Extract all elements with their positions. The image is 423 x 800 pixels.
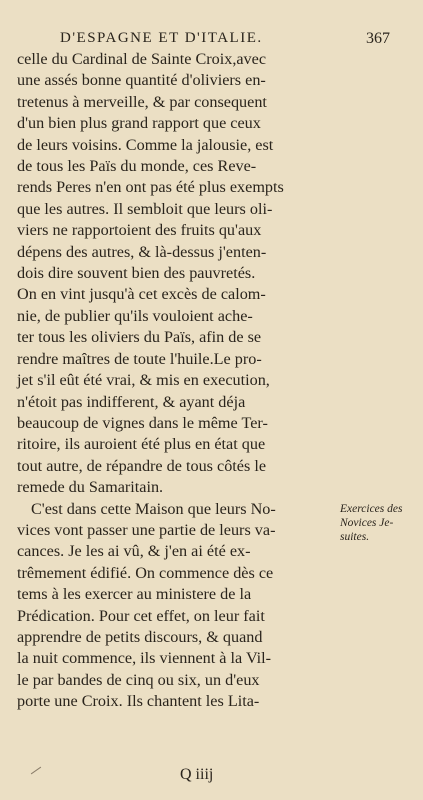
margin-note (340, 502, 422, 544)
body-text (17, 49, 335, 713)
margin-note-line: suites. (340, 531, 370, 543)
pencil-mark (31, 767, 41, 775)
text-line: tems à les exercer au ministere de la (17, 585, 252, 604)
margin-note-line: Exercices des (340, 503, 403, 515)
running-title: D'ESPAGNE ET D'ITALIE. (60, 30, 263, 46)
text-line: nie, de publier qu'ils vouloient ache- (17, 306, 253, 325)
text-line: de leurs voisins. Comme la jalousie, est (17, 135, 274, 154)
text-line: de tous les Païs du monde, ces Reve- (17, 157, 257, 176)
text-line: une assés bonne quantité d'oliviers en- (17, 71, 266, 90)
text-line: Prédication. Pour cet effet, on leur fait (17, 606, 265, 625)
text-line: beaucoup de vignes dans le même Ter- (17, 413, 268, 432)
text-line: d'un bien plus grand rapport que ceux (17, 114, 261, 133)
text-line: rendre maîtres de toute l'huile.Le pro- (17, 349, 262, 368)
text-line: apprendre de petits discours, & quand (17, 627, 263, 646)
text-line: dépens des autres, & là-dessus j'enten- (17, 242, 267, 261)
text-line: dois dire souvent bien des pauvretés. (17, 264, 256, 283)
signature-mark: Q iiij (180, 766, 214, 783)
text-line: ritoire, ils auroient été plus en état que (17, 435, 266, 454)
text-line: remede du Samaritain. (17, 478, 164, 497)
text-line: viers ne rapportoient des fruits qu'aux (17, 221, 262, 240)
text-line: ter tous les oliviers du Païs, afin de se (17, 328, 262, 347)
text-line: rends Peres n'en ont pas été plus exempts (17, 178, 284, 197)
text-line: vices vont passer une partie de leurs va- (17, 520, 276, 539)
text-line: la nuit commence, ils viennent à la Vil- (17, 649, 272, 668)
text-line: C'est dans cette Maison que leurs No- (31, 499, 276, 518)
text-line: que les autres. Il sembloit que leurs oli- (17, 199, 273, 218)
margin-note-line: Novices Je- (340, 517, 394, 529)
text-line: celle du Cardinal de Sainte Croix,avec (17, 50, 267, 68)
text-line: cances. Je les ai vû, & j'en ai été ex- (17, 542, 251, 561)
text-line: n'étoit pas indifferent, & ayant déja (17, 392, 246, 411)
page-number: 367 (366, 30, 390, 47)
text-line: tout autre, de répandre de tous côtés le (17, 456, 267, 475)
text-line: tretenus à merveille, & par consequent (17, 92, 267, 111)
text-line: trêmement édifié. On commence dès ce (17, 563, 274, 582)
text-line: jet s'il eût été vrai, & mis en execution, (17, 371, 270, 390)
text-line: On en vint jusqu'à cet excès de calom- (17, 285, 266, 304)
text-line: le par bandes de cinq ou six, un d'eux (17, 670, 260, 689)
text-line: porte une Croix. Ils chantent les Lita- (17, 692, 260, 711)
